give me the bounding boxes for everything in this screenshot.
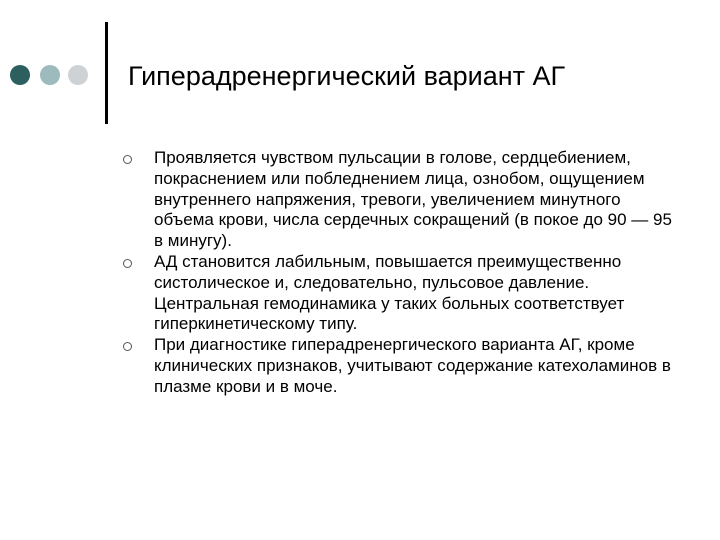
hollow-circle-bullet-icon [123,259,132,268]
bullet-item [123,252,678,335]
vertical-divider [105,22,108,124]
bullet-list [123,148,678,398]
bullet-item [123,335,678,397]
bullet-text: При диагностике гиперадренергического варианта АГ, кроме клинических признаков, учитывают содержание катехоламинов в плазме крови и в моче. [154,335,671,396]
light-teal-dot [40,65,60,85]
bullet-text: АД становится лабильным, повышается преимущественно систолическое и, следовательно, пульсовое давление. Центральная гемодинамика у таких больных соответствует гиперкинетическому типу. [154,251,625,334]
gray-dot [68,65,88,85]
decorative-dots [10,65,100,85]
dark-teal-dot [10,65,30,85]
hollow-circle-bullet-icon [123,342,132,351]
hollow-circle-bullet-icon [123,155,132,164]
bullet-text: Проявляется чувством пульсации в голове, сердцебиением, покраснением или побледнением лица, ознобом, ощущением внутреннего напряжения, тревоги, увеличением минутного объема крови, числа сердечных сокращений (в покое до 90 — 95 в минугу). [154,148,672,251]
bullet-item [123,148,678,252]
slide-title: Гиперадренергический вариант АГ [128,61,566,91]
